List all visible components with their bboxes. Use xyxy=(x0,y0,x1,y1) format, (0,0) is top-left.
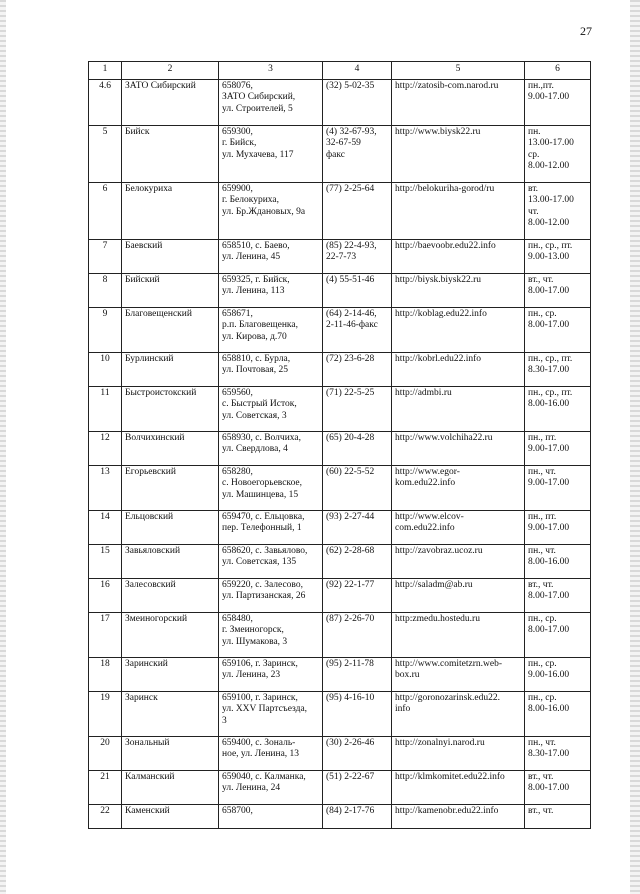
cell-hours: пн., пт. 9.00-17.00 xyxy=(525,511,591,545)
table-row xyxy=(89,126,591,183)
cell-hours: вт., чт. xyxy=(525,805,591,829)
cell-website: http://biysk.biysk22.ru xyxy=(392,274,525,308)
cell-hours: пн. 13.00-17.00 ср. 8.00-12.00 xyxy=(525,126,591,183)
column-header: 5 xyxy=(392,62,525,80)
cell-address: 658480, г. Змеиногорск, ул. Шумакова, 3 xyxy=(219,613,323,658)
cell-hours: вт., чт. 8.00-17.00 xyxy=(525,771,591,805)
cell-district: Ельцовский xyxy=(122,511,219,545)
cell-number: 4.6 xyxy=(89,80,122,126)
cell-district: Бийский xyxy=(122,274,219,308)
cell-number: 16 xyxy=(89,579,122,613)
cell-number: 13 xyxy=(89,466,122,511)
cell-district: Быстроистокский xyxy=(122,387,219,432)
cell-address: 658620, с. Завьялово, ул. Советская, 135 xyxy=(219,545,323,579)
table-row xyxy=(89,658,591,692)
cell-address: 658076, ЗАТО Сибирский, ул. Строителей, 5 xyxy=(219,80,323,126)
table-row xyxy=(89,511,591,545)
table-body xyxy=(89,80,591,829)
cell-number: 7 xyxy=(89,240,122,274)
cell-number: 20 xyxy=(89,737,122,771)
cell-phone: (95) 2-11-78 xyxy=(323,658,392,692)
cell-website: http://www.volchiha22.ru xyxy=(392,432,525,466)
cell-hours: пн., чт. 9.00-17.00 xyxy=(525,466,591,511)
cell-number: 12 xyxy=(89,432,122,466)
cell-address: 659300, г. Бийск, ул. Мухачева, 117 xyxy=(219,126,323,183)
cell-website: http://kobrl.edu22.info xyxy=(392,353,525,387)
cell-number: 9 xyxy=(89,308,122,353)
table-row xyxy=(89,613,591,658)
cell-number: 6 xyxy=(89,183,122,240)
cell-number: 21 xyxy=(89,771,122,805)
cell-address: 659560, с. Быстрый Исток, ул. Советская, 3 xyxy=(219,387,323,432)
cell-phone: (30) 2-26-46 xyxy=(323,737,392,771)
cell-district: Завьяловский xyxy=(122,545,219,579)
cell-website: http://www.comitetzrn.web- box.ru xyxy=(392,658,525,692)
cell-hours: пн., чт. 8.30-17.00 xyxy=(525,737,591,771)
cell-hours: пн., ср. 8.00-17.00 xyxy=(525,613,591,658)
cell-number: 19 xyxy=(89,692,122,737)
cell-website: http://www.egor- kom.edu22.info xyxy=(392,466,525,511)
cell-district: Калманский xyxy=(122,771,219,805)
cell-number: 5 xyxy=(89,126,122,183)
cell-phone: (77) 2-25-64 xyxy=(323,183,392,240)
table-row xyxy=(89,771,591,805)
cell-district: Залесовский xyxy=(122,579,219,613)
cell-hours: пн., пт. 9.00-17.00 xyxy=(525,432,591,466)
education-offices-table xyxy=(88,61,591,829)
table-header-row xyxy=(89,62,591,80)
cell-website: http://goronozarinsk.edu22. info xyxy=(392,692,525,737)
cell-phone: (85) 22-4-93, 22-7-73 xyxy=(323,240,392,274)
table-row xyxy=(89,240,591,274)
table-row xyxy=(89,80,591,126)
cell-hours: пн., ср., пт. 9.00-13.00 xyxy=(525,240,591,274)
cell-address: 658510, с. Баево, ул. Ленина, 45 xyxy=(219,240,323,274)
table-row xyxy=(89,183,591,240)
cell-website: http://zonalnyi.narod.ru xyxy=(392,737,525,771)
page-number: 27 xyxy=(580,24,592,38)
cell-phone: (32) 5-02-35 xyxy=(323,80,392,126)
cell-phone: (4) 32-67-93, 32-67-59 факс xyxy=(323,126,392,183)
column-header: 3 xyxy=(219,62,323,80)
cell-website: http://zatosib-com.narod.ru xyxy=(392,80,525,126)
cell-number: 10 xyxy=(89,353,122,387)
cell-address: 658700, xyxy=(219,805,323,829)
cell-website: http://saladm@ab.ru xyxy=(392,579,525,613)
cell-address: 658930, с. Волчиха, ул. Свердлова, 4 xyxy=(219,432,323,466)
cell-website: http://belokuriha-gorod/ru xyxy=(392,183,525,240)
cell-address: 659040, с. Калманка, ул. Ленина, 24 xyxy=(219,771,323,805)
cell-district: ЗАТО Сибирский xyxy=(122,80,219,126)
table-row xyxy=(89,579,591,613)
cell-number: 15 xyxy=(89,545,122,579)
cell-phone: (87) 2-26-70 xyxy=(323,613,392,658)
cell-website: http://baevoobr.edu22.info xyxy=(392,240,525,274)
cell-website: http://koblag.edu22.info xyxy=(392,308,525,353)
cell-district: Заринский xyxy=(122,658,219,692)
cell-phone: (62) 2-28-68 xyxy=(323,545,392,579)
column-header: 6 xyxy=(525,62,591,80)
cell-website: http://klmkomitet.edu22.info xyxy=(392,771,525,805)
cell-address: 659220, с. Залесово, ул. Партизанская, 26 xyxy=(219,579,323,613)
cell-hours: вт. 13.00-17.00 чт. 8.00-12.00 xyxy=(525,183,591,240)
table-row xyxy=(89,737,591,771)
cell-number: 17 xyxy=(89,613,122,658)
cell-hours: пн., чт. 8.00-16.00 xyxy=(525,545,591,579)
cell-district: Белокуриха xyxy=(122,183,219,240)
cell-district: Баевский xyxy=(122,240,219,274)
cell-address: 659470, с. Ельцовка, пер. Телефонный, 1 xyxy=(219,511,323,545)
cell-phone: (64) 2-14-46, 2-11-46-факс xyxy=(323,308,392,353)
cell-number: 14 xyxy=(89,511,122,545)
cell-hours: пн., ср., пт. 8.00-16.00 xyxy=(525,387,591,432)
cell-district: Благовещенский xyxy=(122,308,219,353)
column-header: 2 xyxy=(122,62,219,80)
cell-phone: (71) 22-5-25 xyxy=(323,387,392,432)
cell-district: Бийск xyxy=(122,126,219,183)
cell-website: http://www.biysk22.ru xyxy=(392,126,525,183)
cell-website: http://zavobraz.ucoz.ru xyxy=(392,545,525,579)
table-row xyxy=(89,805,591,829)
cell-number: 22 xyxy=(89,805,122,829)
cell-website: http://www.elcov- com.edu22.info xyxy=(392,511,525,545)
cell-hours: пн., ср. 9.00-16.00 xyxy=(525,658,591,692)
table-row xyxy=(89,274,591,308)
cell-hours: вт., чт. 8.00-17.00 xyxy=(525,579,591,613)
cell-district: Бурлинский xyxy=(122,353,219,387)
cell-district: Зональный xyxy=(122,737,219,771)
cell-website: http://kamenobr.edu22.info xyxy=(392,805,525,829)
cell-address: 658810, с. Бурла, ул. Почтовая, 25 xyxy=(219,353,323,387)
table-row xyxy=(89,432,591,466)
table-row xyxy=(89,545,591,579)
cell-hours: вт., чт. 8.00-17.00 xyxy=(525,274,591,308)
cell-address: 659100, г. Заринск, ул. XXV Партсъезда, 3 xyxy=(219,692,323,737)
cell-phone: (72) 23-6-28 xyxy=(323,353,392,387)
cell-number: 8 xyxy=(89,274,122,308)
cell-address: 659106, г. Заринск, ул. Ленина, 23 xyxy=(219,658,323,692)
cell-website: http:zmedu.hostedu.ru xyxy=(392,613,525,658)
scan-edge-left xyxy=(0,0,6,894)
cell-district: Егорьевский xyxy=(122,466,219,511)
cell-hours: пн., ср., пт. 8.30-17.00 xyxy=(525,353,591,387)
cell-phone: (84) 2-17-76 xyxy=(323,805,392,829)
cell-district: Заринск xyxy=(122,692,219,737)
table-row xyxy=(89,387,591,432)
cell-website: http://admbi.ru xyxy=(392,387,525,432)
cell-address: 659400, с. Зональ- ное, ул. Ленина, 13 xyxy=(219,737,323,771)
table-row xyxy=(89,308,591,353)
cell-hours: пн., ср. 8.00-16.00 xyxy=(525,692,591,737)
cell-address: 659325, г. Бийск, ул. Ленина, 113 xyxy=(219,274,323,308)
scan-edge-right xyxy=(630,0,640,894)
cell-phone: (95) 4-16-10 xyxy=(323,692,392,737)
cell-phone: (60) 22-5-52 xyxy=(323,466,392,511)
cell-number: 11 xyxy=(89,387,122,432)
cell-phone: (92) 22-1-77 xyxy=(323,579,392,613)
cell-number: 18 xyxy=(89,658,122,692)
table-row xyxy=(89,466,591,511)
cell-district: Змеиногорский xyxy=(122,613,219,658)
cell-address: 659900, г. Белокуриха, ул. Бр.Ждановых, 9а xyxy=(219,183,323,240)
cell-address: 658671, р.п. Благовещенка, ул. Кирова, д.70 xyxy=(219,308,323,353)
cell-phone: (4) 55-51-46 xyxy=(323,274,392,308)
column-header: 1 xyxy=(89,62,122,80)
column-header: 4 xyxy=(323,62,392,80)
cell-hours: пн., ср. 8.00-17.00 xyxy=(525,308,591,353)
table-row xyxy=(89,353,591,387)
cell-phone: (51) 2-22-67 xyxy=(323,771,392,805)
table-row xyxy=(89,692,591,737)
cell-hours: пн.,пт. 9.00-17.00 xyxy=(525,80,591,126)
cell-address: 658280, с. Новоегорьевское, ул. Машинцева, 15 xyxy=(219,466,323,511)
cell-district: Волчихинский xyxy=(122,432,219,466)
cell-phone: (65) 20-4-28 xyxy=(323,432,392,466)
cell-phone: (93) 2-27-44 xyxy=(323,511,392,545)
cell-district: Каменский xyxy=(122,805,219,829)
